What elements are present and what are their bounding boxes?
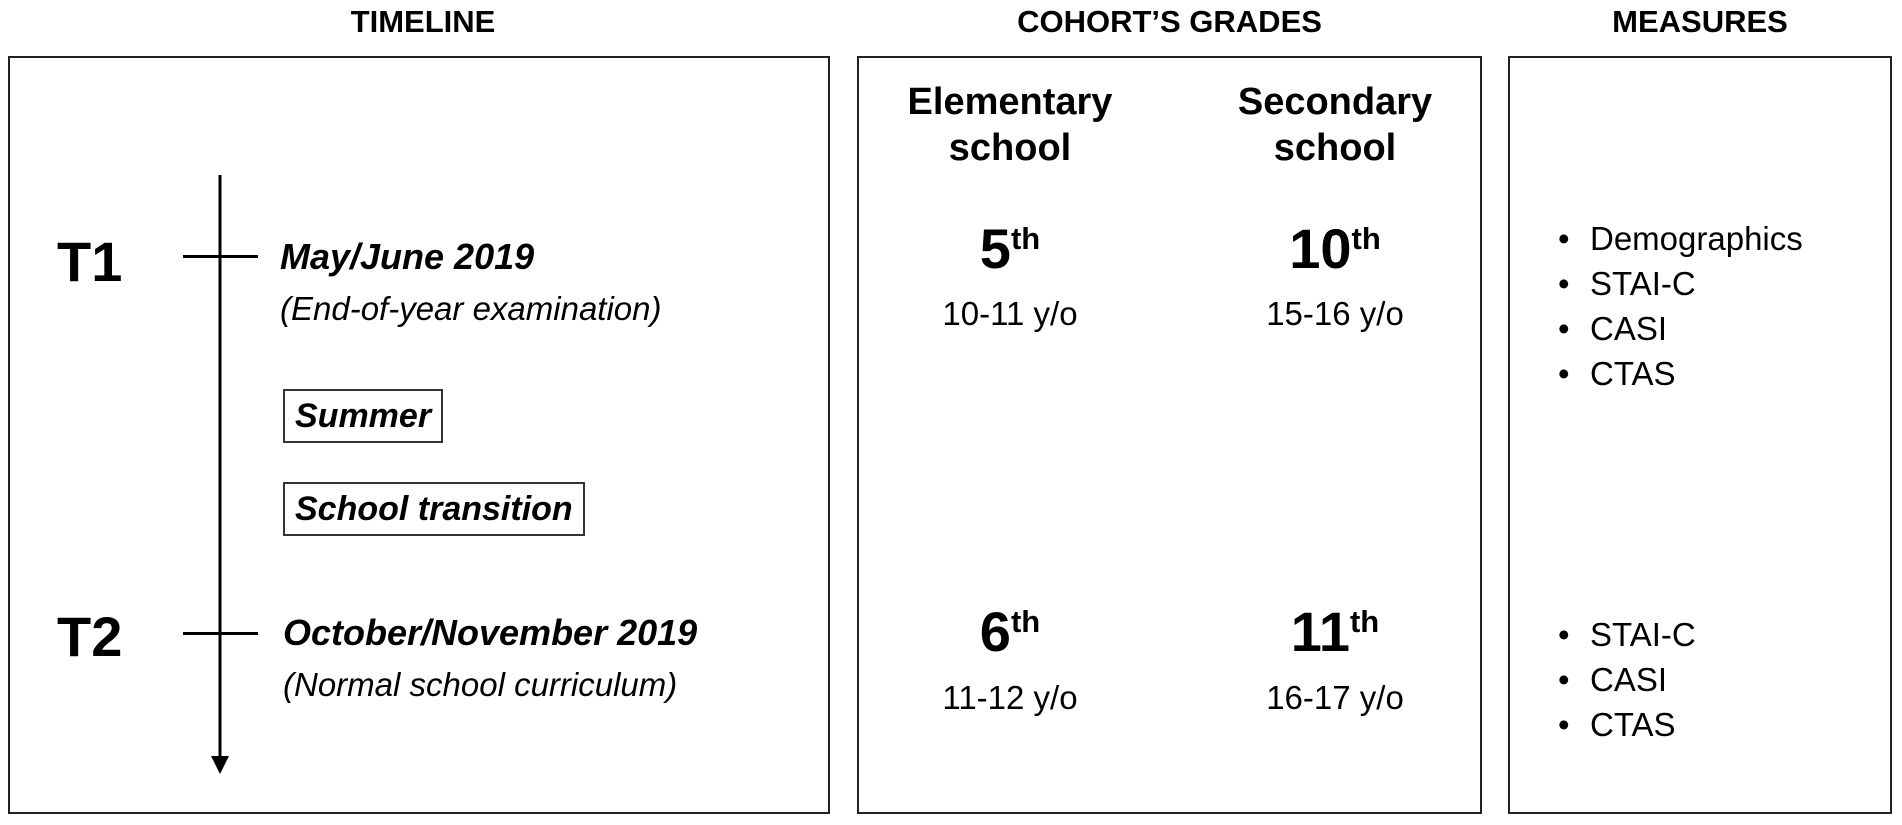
t2-secondary-age: 16-17 y/o — [1266, 679, 1404, 716]
t2-secondary-grade — [1235, 600, 1435, 663]
t1-label: T1 — [57, 230, 123, 293]
t2-tick — [183, 632, 258, 635]
grades-header: COHORT’S GRADES — [1017, 4, 1322, 39]
measure-item: • STAI-C — [1550, 261, 1803, 306]
t1-note: (End-of-year examination) — [280, 290, 662, 327]
t2-elementary-grade — [910, 600, 1110, 663]
measure-item: • STAI-C — [1550, 612, 1696, 657]
measure-item: • CTAS — [1550, 702, 1696, 747]
t2-elementary-age: 11-12 y/o — [942, 679, 1078, 716]
measure-item: • Demographics — [1550, 216, 1803, 261]
event-summer: Summer — [283, 389, 443, 443]
t1-date: May/June 2019 — [280, 236, 535, 277]
t2-label: T2 — [57, 605, 123, 668]
t2-measures-list — [1550, 612, 1696, 747]
t1-tick — [183, 255, 258, 258]
measure-item: • CASI — [1550, 657, 1696, 702]
elementary-school-header: Elementary school — [907, 81, 1113, 169]
t1-measures-list — [1550, 216, 1803, 396]
grade-number: 5 — [979, 217, 1011, 280]
t1-elementary-grade — [910, 217, 1110, 280]
grade-suffix: th — [1010, 604, 1041, 639]
t1-secondary-grade — [1235, 217, 1435, 280]
t2-date: October/November 2019 — [283, 612, 698, 653]
t2-note: (Normal school curriculum) — [283, 666, 678, 703]
t1-elementary-age: 10-11 y/o — [942, 295, 1078, 332]
measure-item: • CTAS — [1550, 351, 1803, 396]
grade-suffix: th — [1349, 604, 1380, 639]
event-school-transition: School transition — [283, 482, 585, 536]
measures-header: MEASURES — [1612, 4, 1788, 39]
measure-item: • CASI — [1550, 306, 1803, 351]
timeline-header: TIMELINE — [350, 4, 496, 39]
grade-suffix: th — [1351, 221, 1381, 256]
grade-number: 6 — [979, 600, 1011, 663]
timeline-arrow — [200, 170, 240, 780]
secondary-school-header: Secondary school — [1237, 81, 1433, 169]
grade-number: 10 — [1289, 217, 1352, 280]
t1-secondary-age: 15-16 y/o — [1266, 295, 1404, 332]
grade-number: 11 — [1290, 600, 1350, 663]
grade-suffix: th — [1010, 221, 1041, 256]
